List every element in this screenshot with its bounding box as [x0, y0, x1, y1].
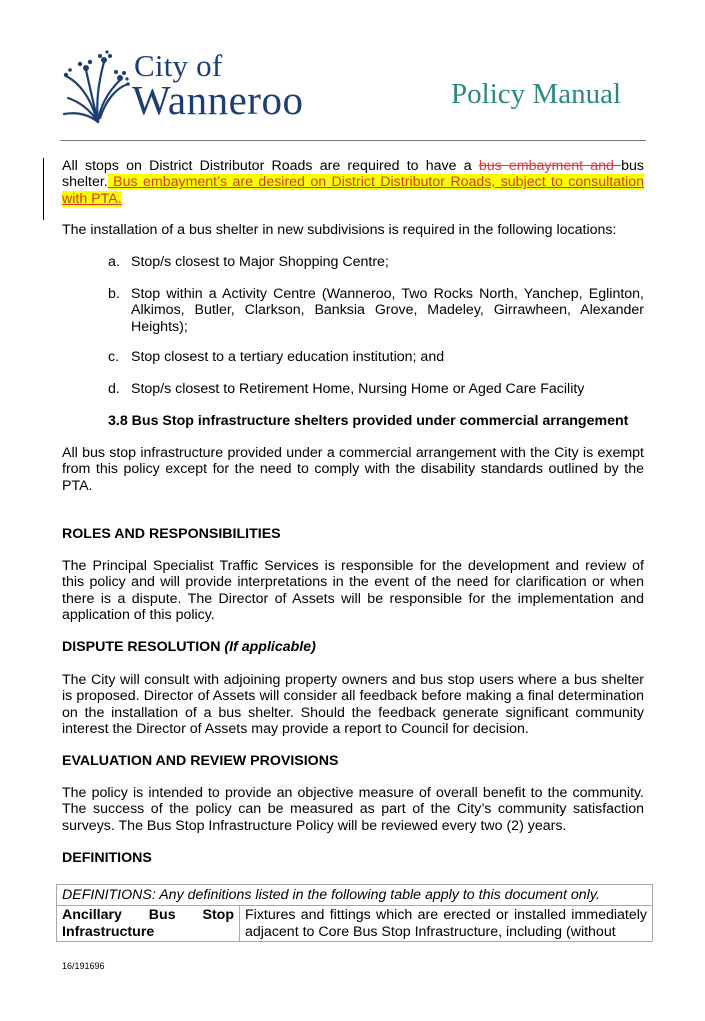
heading-note: (If applicable): [224, 639, 316, 655]
logo-text-city-of: City of: [134, 48, 223, 83]
paragraph-roles: The Principal Specialist Traffic Services is responsible for the development and review of this policy and will provide interpretations in the event of the need for clarification or when there is a dispute. The Director of Assets will be responsible for the implementation and application of this policy.: [62, 558, 644, 623]
list-item: [108, 254, 644, 270]
deleted-text: bus embayment and: [478, 158, 622, 174]
list-item-text: Stop/s closest to Retirement Home, Nursing Home or Aged Care Facility: [131, 381, 585, 397]
paragraph-subdivisions: The installation of a bus shelter in new subdivisions is required in the following locations:: [62, 222, 617, 238]
table-caption: DEFINITIONS: Any definitions listed in the following table apply to this document only.: [57, 885, 653, 906]
paragraph-dispute: The City will consult with adjoining property owners and bus stop users where a bus shelter is proposed. Director of Assets will consider all feedback before making a final determination on the installation of a bus shelter. Should the feedback generate significant community interest the Director of Assets may provide a report to Council for decision.: [62, 672, 644, 737]
list-item: [108, 286, 644, 335]
heading-dispute: [62, 639, 644, 655]
paragraph-commercial: All bus stop infrastructure provided under a commercial arrangement with the City is exempt from this policy except for the need to comply with the disability standards outlined by the PTA.: [62, 445, 644, 494]
list-marker: d.: [108, 381, 120, 397]
table-row: [57, 906, 653, 942]
list-item-text: Stop within a Activity Centre (Wanneroo, Two Rocks North, Yanchep, Eglinton, Alkimos, Butler, Clarkson, Banksia Grove, Madeley, Girrawheen, Alexander Heights);: [131, 286, 644, 335]
paragraph-text: bus shelter.: [62, 158, 645, 191]
definitions-table: [56, 884, 653, 942]
paragraph-text: All stops on District Distributor Roads are required to have a: [62, 158, 479, 174]
list-marker: a.: [108, 254, 120, 270]
section-subheading: 3.8 Bus Stop infrastructure shelters provided under commercial arrangement: [108, 413, 629, 429]
paragraph-district-distributor: [62, 158, 644, 207]
table-caption-row: [57, 885, 653, 906]
list-item: [108, 381, 644, 397]
definition-text: Fixtures and fittings which are erected or installed immediately adjacent to Core Bus Stop Infrastructure, including (without: [240, 906, 653, 942]
logo-text-wanneroo: Wanneroo: [132, 77, 304, 123]
heading-roles: ROLES AND RESPONSIBILITIES: [62, 526, 281, 542]
list-marker: c.: [108, 349, 120, 365]
city-logo: [60, 48, 330, 126]
list-marker: b.: [108, 286, 120, 302]
heading-text: DISPUTE RESOLUTION: [62, 639, 221, 655]
document-reference: 16/191696: [62, 961, 105, 971]
heading-evaluation: EVALUATION AND REVIEW PROVISIONS: [62, 753, 339, 769]
policy-manual-title: Policy Manual: [451, 78, 621, 110]
list-item-text: Stop closest to a tertiary education institution; and: [131, 349, 445, 365]
wanneroo-plant-icon: [60, 48, 132, 124]
list-item-text: Stop/s closest to Major Shopping Centre;: [131, 254, 389, 270]
revision-change-bar: [43, 158, 44, 220]
paragraph-evaluation: The policy is intended to provide an objective measure of overall benefit to the community. The success of the policy can be measured as part of the City’s community satisfaction surveys. The Bus Stop Infrastructure Policy will be reviewed every two (2) years.: [62, 785, 644, 834]
inserted-text: Bus embayment’s are desired on District Distributor Roads, subject to consultation with PTA.: [62, 174, 644, 207]
header-divider: [60, 140, 646, 141]
list-item: [108, 349, 644, 365]
heading-definitions: DEFINITIONS: [62, 850, 152, 866]
definition-term: Ancillary Bus Stop Infrastructure: [57, 906, 240, 942]
